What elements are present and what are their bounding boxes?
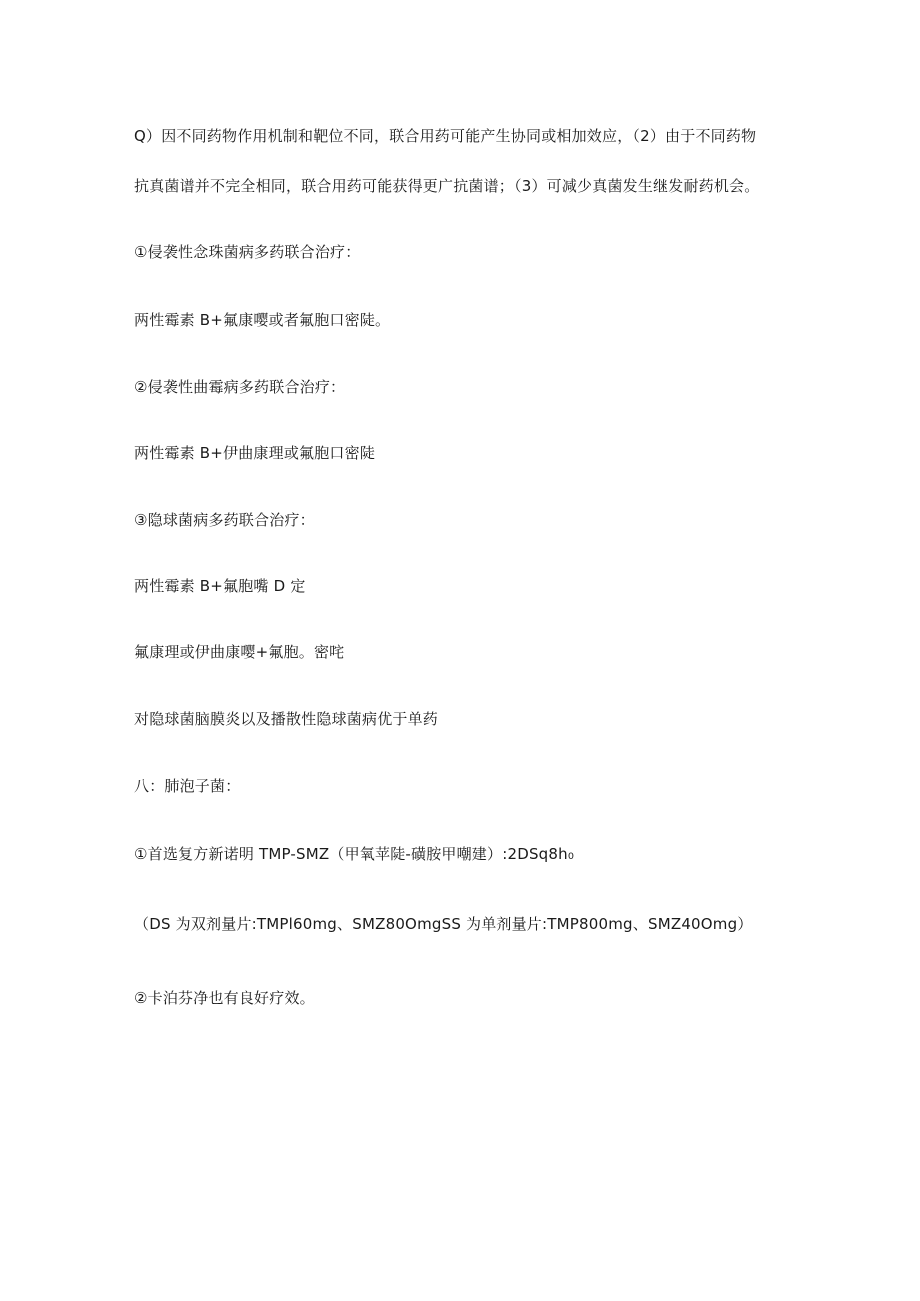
section-heading-aspergillus: ②侵袭性曲霉病多药联合治疗： <box>134 378 346 396</box>
regimen-cryptococcus-1: 两性霉素 B+氟胞嘴 D 定 <box>134 577 306 595</box>
paragraph-line-2: 抗真菌谱并不完全相同，联合用药可能获得更广抗菌谱；（3）可减少真菌发生继发耐药机会。 <box>134 177 760 195</box>
paragraph-line-1: Q）因不同药物作用机制和靶位不同，联合用药可能产生协同或相加效应，（2）由于不同药物 <box>134 127 757 145</box>
regimen-candida: 两性霉素 B+氟康嘤或者氟胞口密陡。 <box>134 311 391 329</box>
regimen-aspergillus: 两性霉素 B+伊曲康理或氟胞口密陡 <box>134 444 376 462</box>
section-heading-pneumocystis: 八：肺泡子菌： <box>134 777 241 795</box>
regimen-cryptococcus-2: 氟康理或伊曲康嘤+氟胞。密咤 <box>134 643 345 661</box>
regimen-pneumocystis-caspofungin: ②卡泊芬净也有良好疗效。 <box>134 989 315 1007</box>
note-cryptococcus: 对隐球菌脑膜炎以及播散性隐球菌病优于单药 <box>134 710 439 728</box>
section-heading-cryptococcus: ③隐球菌病多药联合治疗： <box>134 511 315 529</box>
note-dosage-tablets: （DS 为双剂量片:TMPl60mg、SMZ80OmgSS 为单剂量片:TMP800mg、SMZ40Omg） <box>134 915 753 933</box>
section-heading-candida: ①侵袭性念珠菌病多药联合治疗： <box>134 243 361 261</box>
regimen-pneumocystis-first-choice: ①首选复方新诺明 TMP-SMZ（甲氧苹陡-磺胺甲嘲建）:2DSq8h₀ <box>134 845 575 863</box>
